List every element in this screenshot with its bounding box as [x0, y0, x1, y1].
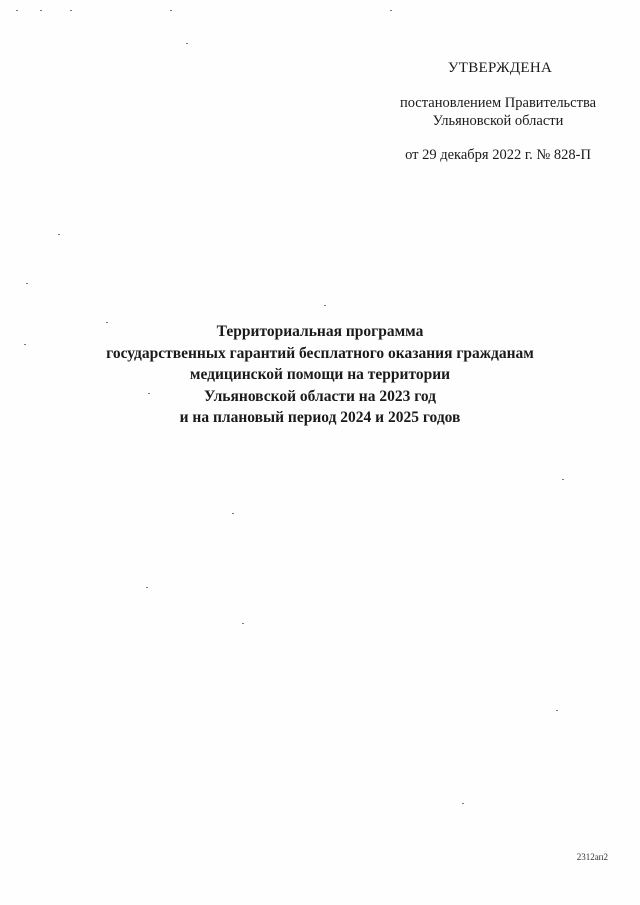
program-title-line-3: медицинской помощи на территории [189, 366, 451, 383]
program-title-line-4: Ульяновской области на 2023 год [203, 387, 436, 405]
approval-issuer [372, 94, 624, 130]
scan-speck [324, 305, 326, 306]
scan-speck [170, 10, 172, 11]
scan-speck [390, 10, 392, 11]
scan-speck [40, 10, 42, 11]
scan-speck [186, 43, 188, 44]
scan-speck [242, 623, 244, 624]
program-title-line-1: Территориальная программа [216, 323, 424, 340]
scan-speck [556, 710, 558, 711]
approval-issuer-line-2: Ульяновской области [432, 113, 564, 129]
scan-speck [562, 479, 564, 480]
scan-speck [146, 587, 148, 588]
scan-speck [24, 344, 26, 345]
program-title [60, 321, 580, 429]
footer-document-code: 2312ап2 [576, 852, 608, 862]
program-title-line-5: и на плановый период 2024 и 2025 годов [179, 409, 461, 426]
scan-speck [58, 234, 60, 235]
scan-speck [232, 513, 234, 514]
scan-speck [70, 10, 72, 11]
scan-speck [462, 803, 464, 804]
approval-title: УТВЕРЖДЕНА [447, 60, 553, 76]
scan-speck [16, 10, 18, 11]
scan-speck [148, 393, 150, 394]
scan-speck [26, 283, 28, 284]
approval-issuer-line-1: постановлением Правительства [399, 95, 597, 111]
approval-date: от 29 декабря 2022 г. № 828-П [405, 147, 591, 163]
program-title-line-2: государственных гарантий бесплатного оказания гражданам [106, 344, 534, 362]
scan-speck [106, 322, 108, 323]
